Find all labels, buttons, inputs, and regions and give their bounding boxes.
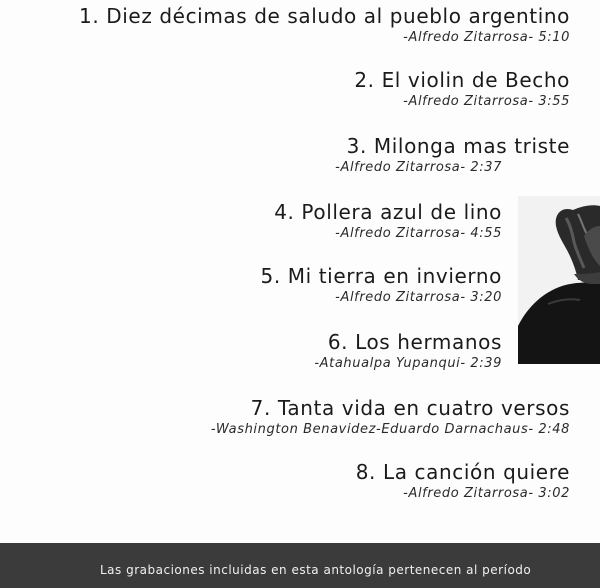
- track-title: 5. Mi tierra en invierno: [260, 264, 502, 288]
- track-8: [356, 460, 570, 502]
- track-title: 4. Pollera azul de lino: [274, 200, 502, 224]
- track-3: [335, 134, 570, 176]
- track-credit: -Alfredo Zitarrosa- 4:55: [335, 226, 502, 241]
- track-title: 2. El violin de Becho: [354, 68, 570, 92]
- track-credit: -Alfredo Zitarrosa- 5:10: [403, 30, 570, 45]
- track-2: [354, 68, 570, 110]
- track-credit: -Washington Benavidez-Eduardo Darnachaus- 2:48: [210, 422, 570, 437]
- track-title: 8. La canción quiere: [355, 460, 570, 484]
- track-credit: -Atahualpa Yupanqui- 2:39: [314, 356, 502, 371]
- track-title: 6. Los hermanos: [327, 330, 502, 354]
- track-credit: -Alfredo Zitarrosa- 3:20: [335, 290, 502, 305]
- track-credit: -Alfredo Zitarrosa- 3:02: [403, 486, 570, 501]
- portrait-photo: [518, 196, 600, 364]
- footer-note: Las grabaciones incluidas en esta antología pertenecen al período: [100, 563, 532, 577]
- track-4: [274, 200, 502, 242]
- portrait-image: [518, 196, 600, 364]
- track-credit: -Alfredo Zitarrosa- 3:55: [403, 94, 570, 109]
- track-6: [314, 330, 502, 372]
- track-7: [211, 396, 570, 438]
- track-credit: -Alfredo Zitarrosa- 2:37: [335, 160, 502, 175]
- track-title: 3. Milonga mas triste: [346, 134, 570, 158]
- track-1: [79, 4, 570, 46]
- footer-band: [0, 543, 600, 588]
- track-title: 1. Diez décimas de saludo al pueblo argentino: [79, 4, 570, 28]
- track-5: [261, 264, 502, 306]
- track-title: 7. Tanta vida en cuatro versos: [250, 396, 570, 420]
